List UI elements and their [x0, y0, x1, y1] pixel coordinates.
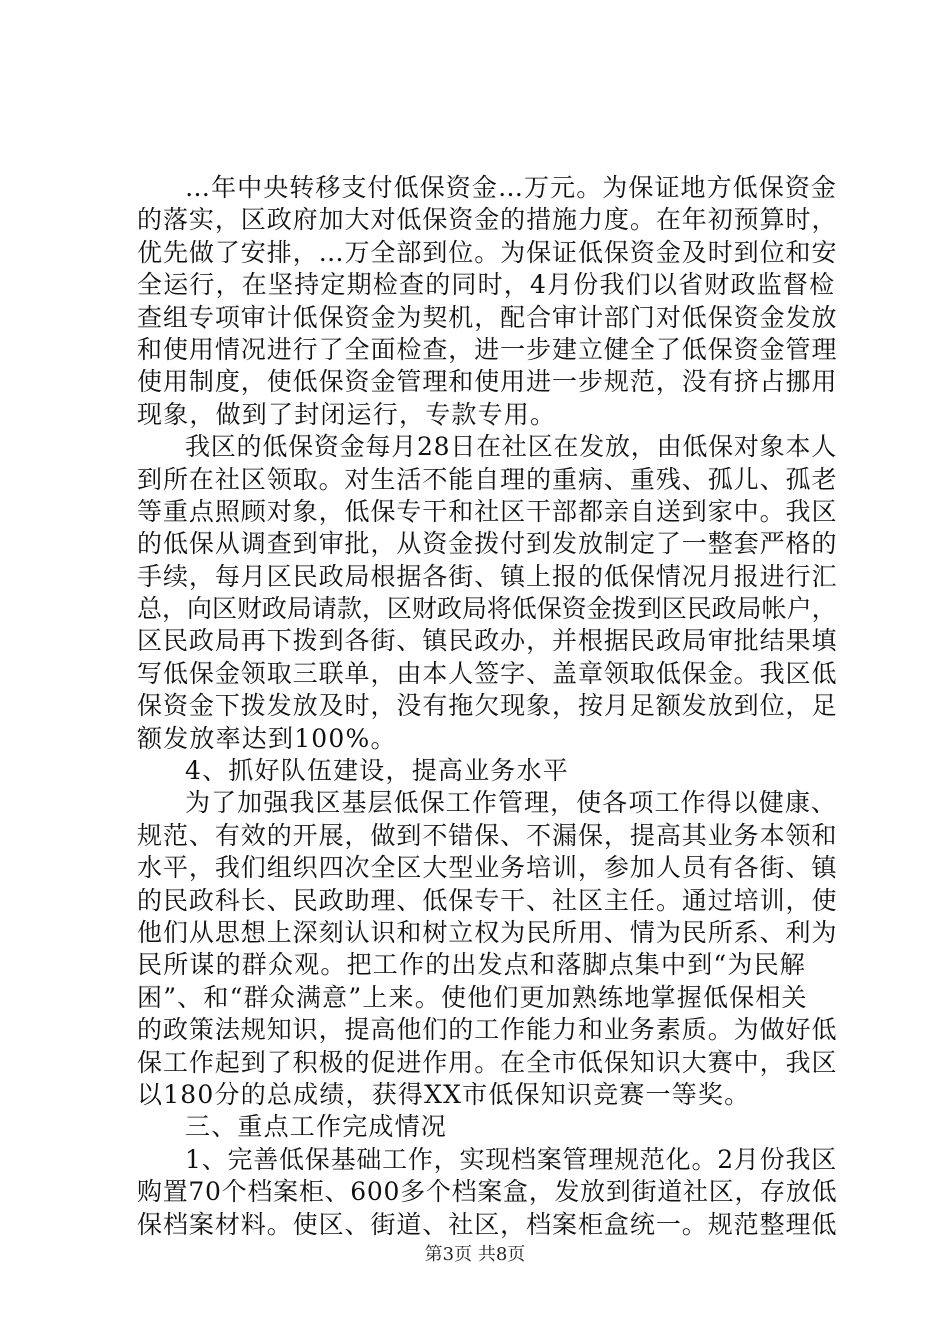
text-line: 1、完善低保基础工作，实现档案管理规范化。2月份我区 [185, 1144, 838, 1174]
text-line: 三、重点工作完成情况 [185, 1112, 448, 1142]
text-line: 购置70个档案柜、600多个档案盒，发放到街道社区，存放低 [137, 1177, 838, 1207]
text-line: 使用制度，使低保资金管理和使用进一步规范，没有挤占挪用 [137, 367, 838, 397]
text-line: 手续，每月区民政局根据各街、镇上报的低保情况月报进行汇 [137, 561, 838, 591]
paragraph [137, 755, 837, 787]
text-line: 额发放率达到100%。 [137, 723, 397, 753]
text-line: 困”、和“群众满意”上来。使他们更加熟练地掌握低保相关 [137, 982, 808, 1012]
paragraph [137, 1111, 837, 1143]
text-line: 总，向区财政局请款，区财政局将低保资金拨到区民政局帐户， [137, 594, 837, 624]
text-line: 写低保金领取三联单，由本人签字、盖章领取低保金。我区低 [137, 658, 838, 688]
text-line: 区民政局再下拨到各街、镇民政办，并根据民政局审批结果填 [137, 626, 838, 656]
text-line: 到所在社区领取。对生活不能自理的重病、重残、孤儿、孤老 [137, 464, 838, 494]
paragraph [137, 1144, 837, 1241]
text-line: …年中央转移支付低保资金…万元。为保证地方低保资金 [185, 173, 838, 202]
text-line: 为了加强我区基层低保工作管理，使各项工作得以健康、 [185, 788, 838, 818]
text-line: 民所谋的群众观。把工作的出发点和落脚点集中到“为民解 [137, 950, 806, 980]
text-line: 他们从思想上深刻认识和树立权为民所用、情为民所系、利为 [137, 917, 838, 947]
text-line: 以180分的总成绩，获得XX市低保知识竞赛一等奖。 [137, 1079, 751, 1109]
text-line: 优先做了安排，…万全部到位。为保证低保资金及时到位和安 [137, 237, 838, 267]
text-line: 现象，做到了封闭运行，专款专用。 [137, 399, 557, 429]
paragraph [137, 431, 837, 755]
text-line: 的落实，区政府加大对低保资金的措施力度。在年初预算时， [137, 205, 838, 235]
text-line: 4、抓好队伍建设，提高业务水平 [185, 756, 569, 786]
text-line: 等重点照顾对象，低保专干和社区干部都亲自送到家中。我区 [137, 496, 838, 526]
text-line: 水平，我们组织四次全区大型业务培训，参加人员有各街、镇 [137, 853, 838, 883]
page-footer: 第3页 共8页 [424, 1244, 526, 1265]
text-line: 保档案材料。使区、街道、社区，档案柜盒统一。规范整理低 [137, 1209, 838, 1239]
text-line: 我区的低保资金每月28日在社区在发放，由低保对象本人 [185, 432, 838, 462]
text-line: 的政策法规知识，提高他们的工作能力和业务素质。为做好低 [137, 1015, 838, 1045]
text-line: 的低保从调查到审批，从资金拨付到发放制定了一整套严格的 [137, 529, 838, 559]
paragraph [137, 787, 837, 1111]
text-line: 的民政科长、民政助理、低保专干、社区主任。通过培训，使 [137, 885, 838, 915]
paragraph [137, 172, 837, 431]
text-line: 规范、有效的开展，做到不错保、不漏保，提高其业务本领和 [137, 820, 838, 850]
text-line: 全运行，在坚持定期检查的同时，4月份我们以省财政监督检 [137, 270, 836, 300]
text-line: 保资金下拨发放及时，没有拖欠现象，按月足额发放到位，足 [137, 691, 838, 721]
text-line: 和使用情况进行了全面检查，进一步建立健全了低保资金管理 [137, 334, 838, 364]
text-line: 查组专项审计低保资金为契机，配合审计部门对低保资金发放 [137, 302, 838, 332]
document-body [137, 172, 837, 1241]
text-line: 保工作起到了积极的促进作用。在全市低保知识大赛中，我区 [137, 1047, 838, 1077]
